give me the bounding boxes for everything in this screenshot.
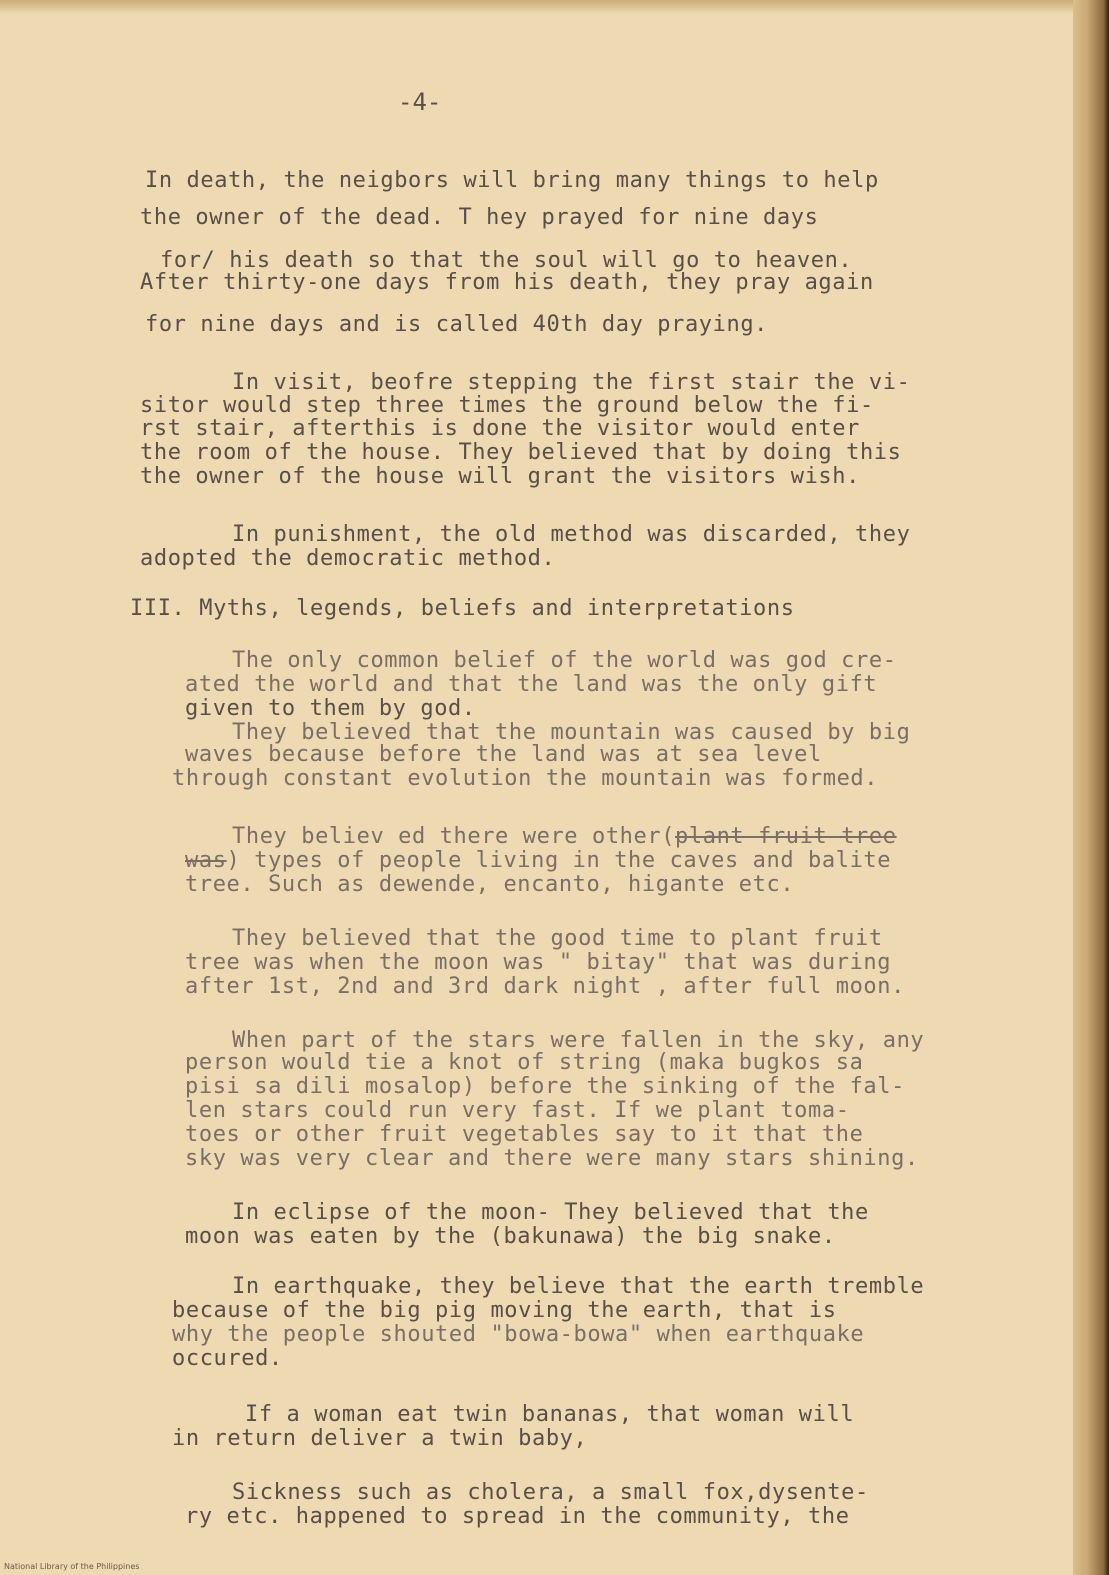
visit-line: sitor would step three times the ground below the fi- [140, 393, 874, 418]
page-top-edge [0, 0, 1109, 14]
bananas-line: in return deliver a twin baby, [172, 1426, 588, 1451]
world-line: ated the world and that the land was the only gift [185, 672, 878, 697]
stars-line: len stars could run very fast. If we plant toma- [185, 1098, 850, 1123]
earthquake-line: because of the big pig moving the earth, that is [172, 1298, 837, 1323]
section-heading: III. Myths, legends, beliefs and interpretations [130, 596, 795, 621]
visit-line: the room of the house. They believed that by doing this [140, 440, 902, 465]
planting-line: after 1st, 2nd and 3rd dark night , after full moon. [185, 974, 905, 999]
world-line: The only common belief of the world was god cre- [232, 648, 897, 673]
stars-line: When part of the stars were fallen in the sky, any [232, 1028, 925, 1053]
bananas-line: If a woman eat twin bananas, that woman will [245, 1402, 855, 1427]
stars-line: sky was very clear and there were many stars shining. [185, 1146, 919, 1171]
eclipse-line: moon was eaten by the (bakunawa) the big snake. [185, 1224, 836, 1249]
planting-line: tree was when the moon was " bitay" that was during [185, 950, 892, 975]
people-line: tree. Such as dewende, encanto, higante etc. [185, 872, 795, 897]
death-line: In death, the neigbors will bring many things to help [145, 168, 879, 193]
punishment-line: In punishment, the old method was discarded, they [232, 522, 911, 547]
planting-line: They believed that the good time to plant fruit [232, 926, 883, 951]
earthquake-line: In earthquake, they believe that the earth tremble [232, 1274, 925, 1299]
world-line: through constant evolution the mountain was formed. [172, 766, 879, 791]
world-line: waves because before the land was at sea level [185, 742, 822, 767]
footer-note: National Library of the Philippines [4, 1562, 140, 1571]
people-line-text: They believ ed there were other( [232, 824, 676, 849]
eclipse-line: In eclipse of the moon- They believed that the [232, 1200, 869, 1225]
visit-line: the owner of the house will grant the visitors wish. [140, 464, 860, 489]
death-line: After thirty-one days from his death, they pray again [140, 270, 874, 295]
death-line: for/ his death so that the soul will go to heaven. [160, 248, 853, 273]
page-number: -4- [398, 88, 442, 116]
death-line: the owner of the dead. T hey prayed for nine days [140, 205, 819, 230]
earthquake-line: occured. [172, 1346, 283, 1371]
struck-text: plant fruit tree [675, 824, 897, 849]
earthquake-line: why the people shouted "bowa-bowa" when earthquake [172, 1322, 865, 1347]
sickness-line: Sickness such as cholera, a small fox,dysente- [232, 1480, 869, 1505]
sickness-line: ry etc. happened to spread in the community, the [185, 1504, 850, 1529]
stars-line: person would tie a knot of string (maka bugkos sa [185, 1050, 864, 1075]
page-binding [1073, 0, 1109, 1575]
stars-line: pisi sa dili mosalop) before the sinking of the fal- [185, 1074, 905, 1099]
stars-line: toes or other fruit vegetables say to it that the [185, 1122, 864, 1147]
people-line-text: ) types of people living in the caves and balite [226, 848, 892, 873]
world-line: given to them by god. [185, 696, 476, 721]
people-line [232, 824, 897, 849]
death-line: for nine days and is called 40th day praying. [145, 312, 769, 337]
punishment-line: adopted the democratic method. [140, 546, 556, 571]
visit-line: rst stair, afterthis is done the visitor would enter [140, 416, 860, 441]
visit-line: In visit, beofre stepping the first stair the vi- [232, 370, 911, 395]
world-line: They believed that the mountain was caused by big [232, 720, 911, 745]
struck-text: was [185, 848, 227, 873]
people-line [185, 848, 891, 873]
